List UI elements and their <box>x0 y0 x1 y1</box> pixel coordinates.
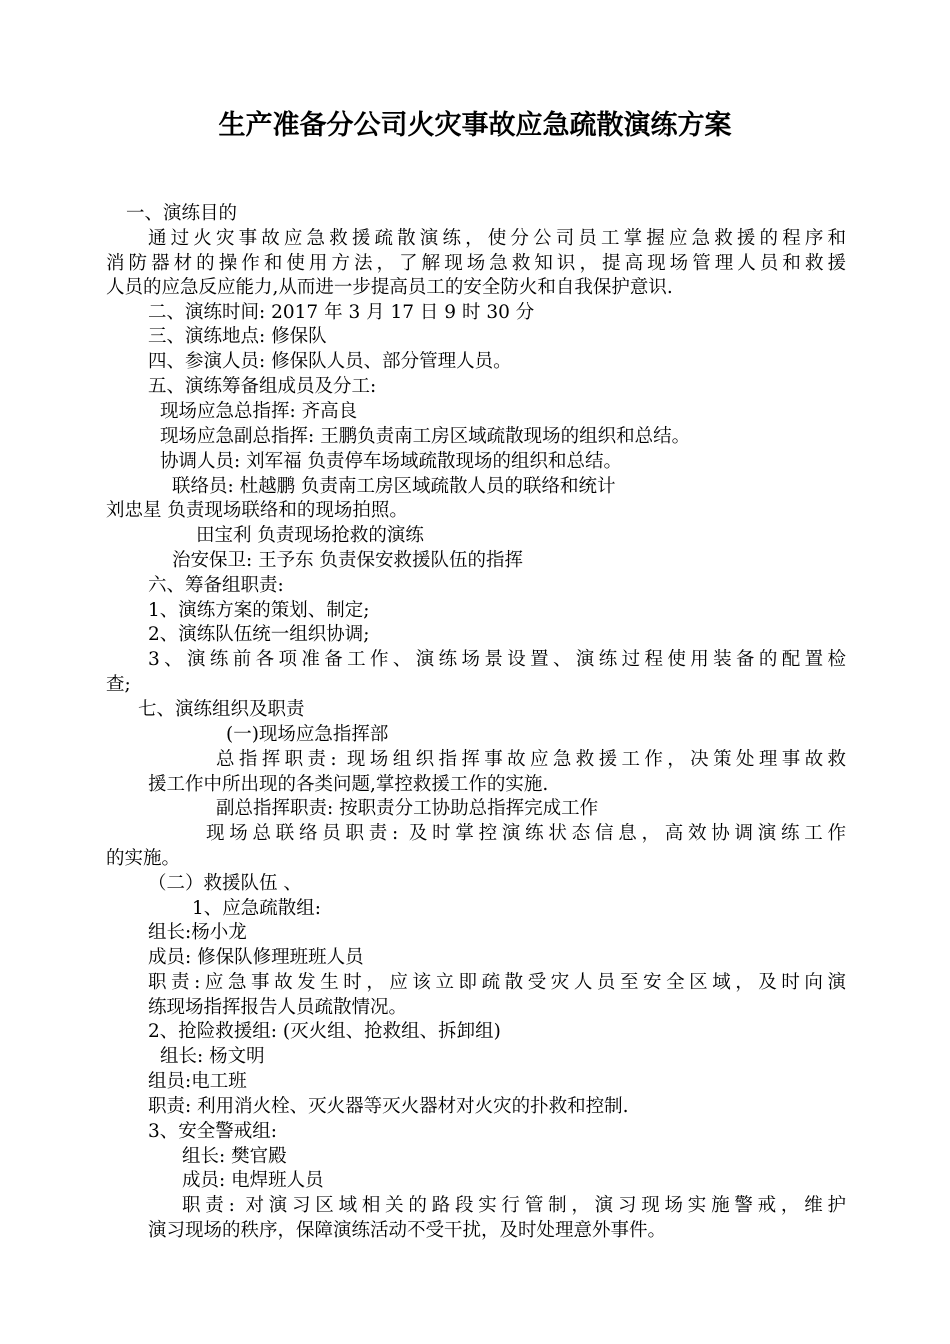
group-line: 职责: 对演习区域相关的路段实行管制，演习现场实施警戒，维护 <box>182 1195 846 1216</box>
group-line: 组长: 杨文明 <box>160 1046 265 1067</box>
paragraph-line: 现场总联络员职责: 及时掌控演练状态信息，高效协调演练工作 <box>206 823 846 844</box>
section-heading: 一、演练目的 <box>126 203 238 224</box>
section-heading: 六、筹备组职责: <box>148 575 284 596</box>
section-heading: 四、参演人员: 修保队人员、部分管理人员。 <box>148 351 512 372</box>
role-line: 田宝利 负责现场抢救的演练 <box>196 525 424 546</box>
group-line: 练现场指挥报告人员疏散情况。 <box>148 997 408 1018</box>
list-item: 2、演练队伍统一组织协调; <box>148 624 370 645</box>
group-line: 职责: 利用消火栓、灭火器等灭火器材对火灾的扑救和控制. <box>148 1096 629 1117</box>
role-line: 现场应急总指挥: 齐高良 <box>160 401 358 422</box>
paragraph-line: 副总指挥职责: 按职责分工协助总指挥完成工作 <box>216 798 599 819</box>
section-heading: 三、演练地点: 修保队 <box>148 326 327 347</box>
document-title: 生产准备分公司火灾事故应急疏散演练方案 <box>218 110 732 141</box>
paragraph-line: 的实施。 <box>106 848 181 869</box>
role-line: 联络员: 杜越鹏 负责南工房区域疏散人员的联络和统计 <box>172 476 616 497</box>
section-heading: 七、演练组织及职责 <box>138 699 305 720</box>
paragraph-line: 消防器材的操作和使用方法，了解现场急救知识，提高现场管理人员和救援 <box>106 253 846 274</box>
role-line: 协调人员: 刘军福 负责停车场域疏散现场的组织和总结。 <box>160 451 622 472</box>
group-line: 组长:杨小龙 <box>148 922 247 943</box>
subsection-heading: (一)现场应急指挥部 <box>226 724 389 745</box>
group-line: 组员:电工班 <box>148 1071 247 1092</box>
group-line: 演习现场的秩序，保障演练活动不受干扰，及时处理意外事件。 <box>148 1220 667 1241</box>
role-line: 刘忠星 负责现场联络和的现场拍照。 <box>106 500 408 521</box>
paragraph-line: 援工作中所出现的各类问题,掌控救援工作的实施. <box>148 774 549 795</box>
list-item: 查; <box>106 674 131 695</box>
group-heading: 1、应急疏散组: <box>192 898 322 919</box>
group-heading: 2、抢险救援组: (灭火组、抢救组、拆卸组) <box>148 1021 501 1042</box>
group-line: 职责:应急事故发生时，应该立即疏散受灾人员至安全区域，及时向演 <box>148 972 846 993</box>
subsection-heading: （二）救援队伍 、 <box>148 873 302 894</box>
section-heading: 五、演练筹备组成员及分工: <box>148 376 377 397</box>
section-heading: 二、演练时间: 2017 年 3 月 17 日 9 时 30 分 <box>148 302 535 323</box>
group-line: 组长: 樊官殿 <box>182 1146 287 1167</box>
group-line: 成员: 电焊班人员 <box>182 1170 324 1191</box>
role-line: 治安保卫: 王予东 负责保安救援队伍的指挥 <box>172 550 523 571</box>
group-line: 成员: 修保队修理班班人员 <box>148 947 364 968</box>
group-heading: 3、安全警戒组: <box>148 1121 278 1142</box>
list-item: 1、演练方案的策划、制定; <box>148 600 370 621</box>
paragraph-line: 通过火灾事故应急救援疏散演练，使分公司员工掌握应急救援的程序和 <box>148 228 846 249</box>
paragraph-line: 人员的应急反应能力,从而进一步提高员工的安全防火和自我保护意识. <box>106 277 673 298</box>
role-line: 现场应急副总指挥: 王鹏负责南工房区域疏散现场的组织和总结。 <box>160 426 691 447</box>
paragraph-line: 总指挥职责: 现场组织指挥事故应急救援工作，决策处理事故救 <box>216 749 846 770</box>
list-item: 3、演练前各项准备工作、演练场景设置、演练过程使用装备的配置检 <box>148 649 846 670</box>
